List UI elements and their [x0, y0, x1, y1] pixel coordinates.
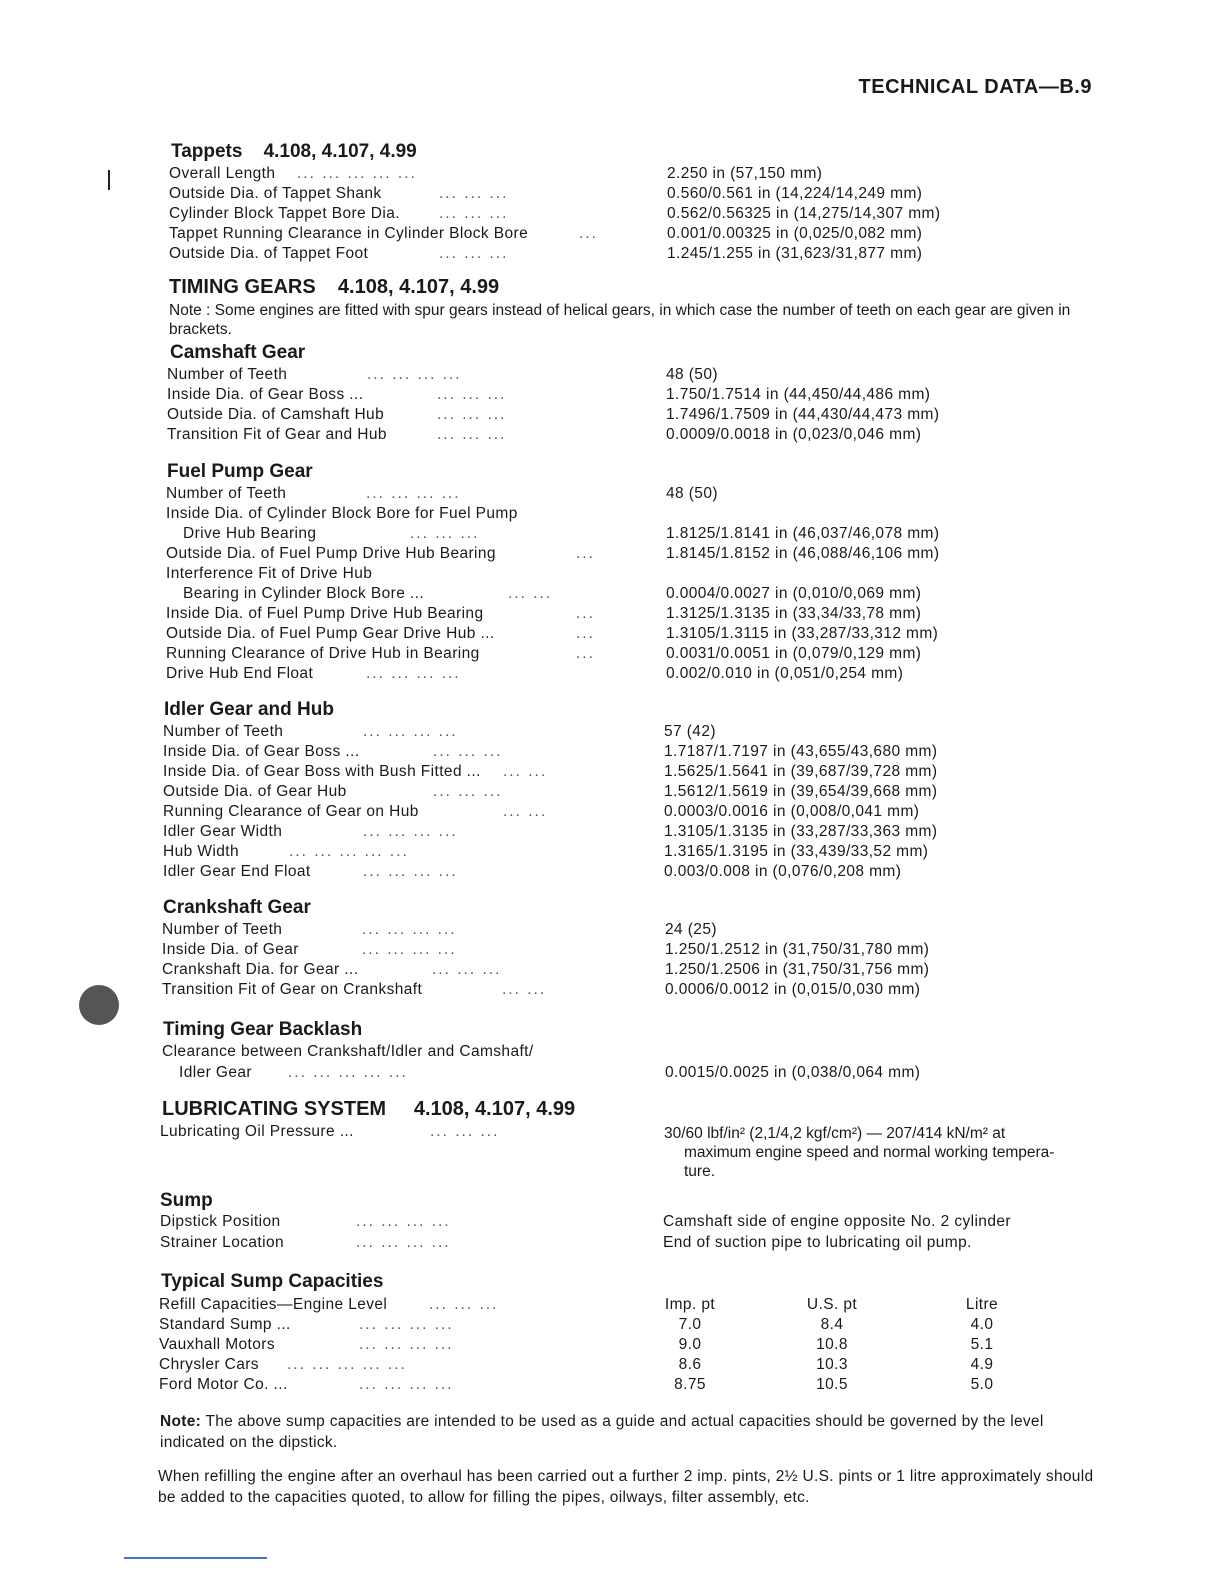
capacities-row — [159, 1356, 1099, 1376]
capacities-cell: 9.0 — [678, 1336, 702, 1353]
crankshaft-gear-title: Crankshaft Gear — [163, 897, 311, 918]
tappet-spec-leader-dots: ... ... ... — [439, 185, 509, 202]
tappet-spec-label: Cylinder Block Tappet Bore Dia. — [169, 205, 400, 222]
crankshaft-spec-label: Crankshaft Dia. for Gear ... — [162, 961, 359, 978]
idler-spec-row — [163, 823, 1103, 843]
idler-spec-leader-dots: ... ... — [503, 803, 548, 820]
idler-spec-value: 0.0003/0.0016 in (0,008/0,041 mm) — [664, 803, 920, 820]
fuel-pump-spec-value: 0.002/0.010 in (0,051/0,254 mm) — [666, 665, 904, 682]
idler-spec-row — [163, 843, 1103, 863]
timing-note — [169, 301, 1094, 339]
capacities-note-text: The above sump capacities are intended to be used as a guide and actual capacities should be governed by the level indicated on the dipstick. — [160, 1413, 1044, 1451]
fuel-pump-spec-label: Inside Dia. of Fuel Pump Drive Hub Bearing — [166, 605, 484, 622]
idler-spec-label: Number of Teeth — [163, 723, 284, 740]
idler-spec-row — [163, 723, 1103, 743]
footer-rule — [124, 1557, 267, 1559]
lubricating-value-line2: maximum engine speed and normal working tempera- — [684, 1144, 1055, 1161]
fuel-pump-spec-label: Outside Dia. of Fuel Pump Drive Hub Bearing — [166, 545, 496, 562]
capacities-note-label: Note: — [160, 1413, 202, 1430]
tappet-spec-row — [169, 205, 1109, 225]
fuel-pump-spec-row — [166, 585, 1106, 605]
capacities-row-dots: ... ... ... ... — [359, 1376, 454, 1393]
fuel-pump-spec-leader-dots: ... — [576, 625, 595, 642]
crankshaft-spec-row — [162, 961, 1102, 981]
backlash-title: Timing Gear Backlash — [163, 1019, 363, 1040]
lubricating-dots: ... ... ... — [430, 1123, 500, 1140]
timing-note-label: Note : — [169, 302, 211, 319]
fuel-pump-spec-row — [166, 645, 1106, 665]
tappets-models: 4.108, 4.107, 4.99 — [263, 141, 417, 162]
idler-spec-label: Inside Dia. of Gear Boss with Bush Fitted ... — [163, 763, 481, 780]
sump-spec-label: Dipstick Position — [160, 1213, 281, 1230]
backlash-spec-row — [162, 1064, 1102, 1084]
camshaft-spec-value: 1.750/1.7514 in (44,450/44,486 mm) — [666, 386, 931, 403]
capacities-row-dots: ... ... ... ... ... — [287, 1356, 407, 1373]
timing-models: 4.108, 4.107, 4.99 — [337, 276, 500, 298]
lubricating-value-line1: 30/60 lbf/in² (2,1/4,2 kgf/cm²) — 207/414 kN/m² at — [664, 1125, 1006, 1142]
tappet-spec-leader-dots: ... ... ... ... ... — [297, 165, 417, 182]
tappet-spec-value: 0.001/0.00325 in (0,025/0,082 mm) — [667, 225, 923, 242]
camshaft-spec-leader-dots: ... ... ... ... — [367, 366, 462, 383]
tappet-spec-row — [169, 245, 1109, 265]
camshaft-spec-row — [167, 406, 1107, 426]
backlash-spec-value: 0.0015/0.0025 in (0,038/0,064 mm) — [665, 1064, 921, 1081]
crankshaft-spec-leader-dots: ... ... ... ... — [362, 941, 457, 958]
tappet-spec-value: 1.245/1.255 in (31,623/31,877 mm) — [667, 245, 923, 262]
idler-spec-row — [163, 803, 1103, 823]
fuel-pump-spec-value: 1.8145/1.8152 in (46,088/46,106 mm) — [666, 545, 940, 562]
capacities-cell: 8.75 — [674, 1376, 706, 1393]
sump-spec-leader-dots: ... ... ... ... — [356, 1213, 451, 1230]
capacities-column-header: Imp. pt — [664, 1296, 716, 1313]
fuel-pump-spec-row — [166, 505, 1106, 525]
capacities-row-dots: ... ... ... ... — [359, 1336, 454, 1353]
fuel-pump-spec-label: Running Clearance of Drive Hub in Bearing — [166, 645, 480, 662]
fuel-pump-spec-value: 0.0031/0.0051 in (0,079/0,129 mm) — [666, 645, 922, 662]
idler-spec-row — [163, 783, 1103, 803]
tappet-spec-value: 0.562/0.56325 in (14,275/14,307 mm) — [667, 205, 941, 222]
capacities-header-row — [159, 1296, 1099, 1316]
fuel-pump-spec-leader-dots: ... — [576, 645, 595, 662]
fuel-pump-spec-label: Drive Hub End Float — [166, 665, 314, 682]
capacities-row — [159, 1376, 1099, 1396]
capacities-cell: 10.8 — [816, 1336, 848, 1353]
timing-note-text: Some engines are fitted with spur gears instead of helical gears, in which case the number of teeth on each gear are given in brackets. — [169, 302, 1071, 338]
page-header: TECHNICAL DATA—B.9 — [858, 76, 1092, 98]
capacities-row — [159, 1336, 1099, 1356]
tappet-spec-label: Outside Dia. of Tappet Shank — [169, 185, 382, 202]
tappet-spec-leader-dots: ... — [579, 225, 598, 242]
idler-spec-leader-dots: ... ... — [503, 763, 548, 780]
idler-spec-value: 1.3105/1.3135 in (33,287/33,363 mm) — [664, 823, 938, 840]
lubricating-title: LUBRICATING SYSTEM — [162, 1098, 387, 1120]
backlash-spec-leader-dots: ... ... ... ... ... — [288, 1064, 408, 1081]
camshaft-gear-title: Camshaft Gear — [170, 342, 306, 363]
sump-spec-value: End of suction pipe to lubricating oil pump. — [663, 1234, 972, 1251]
camshaft-spec-leader-dots: ... ... ... — [437, 386, 507, 403]
idler-spec-value: 57 (42) — [664, 723, 716, 740]
fuel-pump-spec-leader-dots: ... — [576, 605, 595, 622]
idler-spec-label: Running Clearance of Gear on Hub — [163, 803, 419, 820]
crankshaft-spec-row — [162, 941, 1102, 961]
camshaft-spec-leader-dots: ... ... ... — [437, 406, 507, 423]
sump-spec-row — [160, 1213, 1100, 1233]
crankshaft-spec-value: 1.250/1.2506 in (31,750/31,756 mm) — [665, 961, 930, 978]
tappet-spec-row — [169, 165, 1109, 185]
tappet-spec-value: 2.250 in (57,150 mm) — [667, 165, 823, 182]
idler-spec-value: 1.5612/1.5619 in (39,654/39,668 mm) — [664, 783, 938, 800]
fuel-pump-spec-label: Number of Teeth — [166, 485, 287, 502]
crankshaft-spec-row — [162, 921, 1102, 941]
fuel-pump-spec-row — [166, 625, 1106, 645]
sump-spec-value: Camshaft side of engine opposite No. 2 cylinder — [663, 1213, 1011, 1230]
fuel-pump-spec-label: Outside Dia. of Fuel Pump Gear Drive Hub ... — [166, 625, 495, 642]
sump-spec-leader-dots: ... ... ... ... — [356, 1234, 451, 1251]
idler-spec-label: Outside Dia. of Gear Hub — [163, 783, 347, 800]
capacities-cell: 4.9 — [970, 1356, 994, 1373]
idler-spec-leader-dots: ... ... ... ... — [363, 723, 458, 740]
fuel-pump-spec-row — [166, 545, 1106, 565]
capacities-cell: 10.3 — [816, 1356, 848, 1373]
camshaft-spec-leader-dots: ... ... ... — [437, 426, 507, 443]
camshaft-spec-value: 1.7496/1.7509 in (44,430/44,473 mm) — [666, 406, 940, 423]
idler-spec-leader-dots: ... ... ... ... — [363, 823, 458, 840]
backlash-spec-row — [162, 1043, 1102, 1063]
capacities-row-dots: ... ... ... ... — [359, 1316, 454, 1333]
tappet-spec-value: 0.560/0.561 in (14,224/14,249 mm) — [667, 185, 923, 202]
fuel-pump-spec-row — [166, 665, 1106, 685]
fuel-pump-spec-label: Bearing in Cylinder Block Bore ... — [183, 585, 425, 602]
lubricating-row — [160, 1123, 600, 1143]
crankshaft-spec-value: 1.250/1.2512 in (31,750/31,780 mm) — [665, 941, 930, 958]
camshaft-spec-label: Outside Dia. of Camshaft Hub — [167, 406, 385, 423]
capacities-row — [159, 1316, 1099, 1336]
idler-spec-row — [163, 743, 1103, 763]
fuel-pump-spec-value: 48 (50) — [666, 485, 718, 502]
lubricating-value-line3: ture. — [684, 1163, 716, 1180]
fuel-pump-spec-value: 1.8125/1.8141 in (46,037/46,078 mm) — [666, 525, 940, 542]
sump-title: Sump — [160, 1190, 213, 1211]
timing-title: TIMING GEARS — [169, 276, 316, 298]
fuel-pump-spec-label: Drive Hub Bearing — [183, 525, 317, 542]
fuel-pump-spec-leader-dots: ... ... — [508, 585, 553, 602]
idler-spec-leader-dots: ... ... ... ... — [363, 863, 458, 880]
capacities-cell: 4.0 — [970, 1316, 994, 1333]
capacities-row-label: Standard Sump ... — [159, 1316, 291, 1333]
camshaft-spec-value: 0.0009/0.0018 in (0,023/0,046 mm) — [666, 426, 922, 443]
capacities-cell: 7.0 — [678, 1316, 702, 1333]
idler-spec-value: 1.7187/1.7197 in (43,655/43,680 mm) — [664, 743, 938, 760]
crankshaft-spec-label: Inside Dia. of Gear — [162, 941, 299, 958]
capacities-cell: 8.4 — [820, 1316, 844, 1333]
tappet-spec-label: Tappet Running Clearance in Cylinder Block Bore — [169, 225, 529, 242]
camshaft-spec-row — [167, 366, 1107, 386]
camshaft-spec-label: Transition Fit of Gear and Hub — [167, 426, 387, 443]
fuel-pump-gear-title: Fuel Pump Gear — [167, 461, 313, 482]
crankshaft-spec-label: Number of Teeth — [162, 921, 283, 938]
capacities-cell: 5.1 — [970, 1336, 994, 1353]
backlash-spec-label: Idler Gear — [179, 1064, 252, 1081]
capacities-column-header: Litre — [965, 1296, 999, 1313]
idler-spec-value: 1.3165/1.3195 in (33,439/33,52 mm) — [664, 843, 929, 860]
sump-spec-label: Strainer Location — [160, 1234, 284, 1251]
idler-spec-row — [163, 763, 1103, 783]
punch-hole-mark — [79, 985, 119, 1025]
fuel-pump-spec-leader-dots: ... ... ... ... — [366, 665, 461, 682]
capacities-title: Typical Sump Capacities — [161, 1271, 384, 1292]
crankshaft-spec-value: 0.0006/0.0012 in (0,015/0,030 mm) — [665, 981, 921, 998]
lubricating-label: Lubricating Oil Pressure ... — [160, 1123, 354, 1140]
capacities-cell: 5.0 — [970, 1376, 994, 1393]
crankshaft-spec-row — [162, 981, 1102, 1001]
crankshaft-spec-leader-dots: ... ... — [502, 981, 547, 998]
margin-mark — [108, 170, 110, 190]
capacities-header-label: Refill Capacities—Engine Level — [159, 1296, 388, 1313]
idler-spec-leader-dots: ... ... ... — [433, 743, 503, 760]
capacities-header-dots: ... ... ... — [429, 1296, 499, 1313]
tappet-spec-label: Outside Dia. of Tappet Foot — [169, 245, 369, 262]
fuel-pump-spec-label: Interference Fit of Drive Hub — [166, 565, 373, 582]
fuel-pump-spec-row — [166, 525, 1106, 545]
idler-spec-row — [163, 863, 1103, 883]
camshaft-spec-label: Number of Teeth — [167, 366, 288, 383]
idler-spec-label: Hub Width — [163, 843, 239, 860]
idler-gear-title: Idler Gear and Hub — [164, 699, 334, 720]
fuel-pump-spec-row — [166, 565, 1106, 585]
tappet-spec-row — [169, 225, 1109, 245]
camshaft-spec-label: Inside Dia. of Gear Boss ... — [167, 386, 364, 403]
crankshaft-spec-label: Transition Fit of Gear on Crankshaft — [162, 981, 423, 998]
tappet-spec-label: Overall Length — [169, 165, 276, 182]
sump-spec-row — [160, 1234, 1100, 1254]
idler-spec-leader-dots: ... ... ... ... ... — [289, 843, 409, 860]
idler-spec-label: Idler Gear Width — [163, 823, 283, 840]
tappet-spec-row — [169, 185, 1109, 205]
idler-spec-value: 0.003/0.008 in (0,076/0,208 mm) — [664, 863, 902, 880]
tappet-spec-leader-dots: ... ... ... — [439, 205, 509, 222]
fuel-pump-spec-leader-dots: ... ... ... ... — [366, 485, 461, 502]
fuel-pump-spec-leader-dots: ... — [576, 545, 595, 562]
fuel-pump-spec-row — [166, 605, 1106, 625]
capacities-row-label: Chrysler Cars — [159, 1356, 259, 1373]
lubricating-models: 4.108, 4.107, 4.99 — [413, 1098, 576, 1120]
capacities-row-label: Vauxhall Motors — [159, 1336, 275, 1353]
fuel-pump-spec-leader-dots: ... ... ... — [410, 525, 480, 542]
capacities-row-label: Ford Motor Co. ... — [159, 1376, 288, 1393]
idler-spec-value: 1.5625/1.5641 in (39,687/39,728 mm) — [664, 763, 938, 780]
idler-spec-label: Inside Dia. of Gear Boss ... — [163, 743, 360, 760]
idler-spec-leader-dots: ... ... ... — [433, 783, 503, 800]
backlash-spec-label: Clearance between Crankshaft/Idler and Camshaft/ — [162, 1043, 534, 1060]
crankshaft-spec-leader-dots: ... ... ... — [432, 961, 502, 978]
fuel-pump-spec-value: 1.3125/1.3135 in (33,34/33,78 mm) — [666, 605, 922, 622]
fuel-pump-spec-value: 1.3105/1.3115 in (33,287/33,312 mm) — [666, 625, 939, 642]
camshaft-spec-value: 48 (50) — [666, 366, 718, 383]
idler-spec-label: Idler Gear End Float — [163, 863, 311, 880]
capacities-column-header: U.S. pt — [806, 1296, 858, 1313]
tappet-spec-leader-dots: ... ... ... — [439, 245, 509, 262]
capacities-cell: 8.6 — [678, 1356, 702, 1373]
crankshaft-spec-value: 24 (25) — [665, 921, 717, 938]
capacities-cell: 10.5 — [816, 1376, 848, 1393]
lubricating-value — [664, 1124, 1096, 1181]
camshaft-spec-row — [167, 426, 1107, 446]
camshaft-spec-row — [167, 386, 1107, 406]
refill-paragraph: When refilling the engine after an overhaul has been carried out a further 2 imp. pints, 2½ U.S. pints or 1 litre approximately should be added to the capacities quoted, to allow for filling the pipes, oilways, filter assembly, etc. — [158, 1468, 1094, 1506]
fuel-pump-spec-label: Inside Dia. of Cylinder Block Bore for Fuel Pump — [166, 505, 518, 522]
fuel-pump-spec-value: 0.0004/0.0027 in (0,010/0,069 mm) — [666, 585, 922, 602]
tappets-title: Tappets — [171, 141, 243, 162]
fuel-pump-spec-row — [166, 485, 1106, 505]
crankshaft-spec-leader-dots: ... ... ... ... — [362, 921, 457, 938]
capacities-note — [160, 1411, 1098, 1453]
